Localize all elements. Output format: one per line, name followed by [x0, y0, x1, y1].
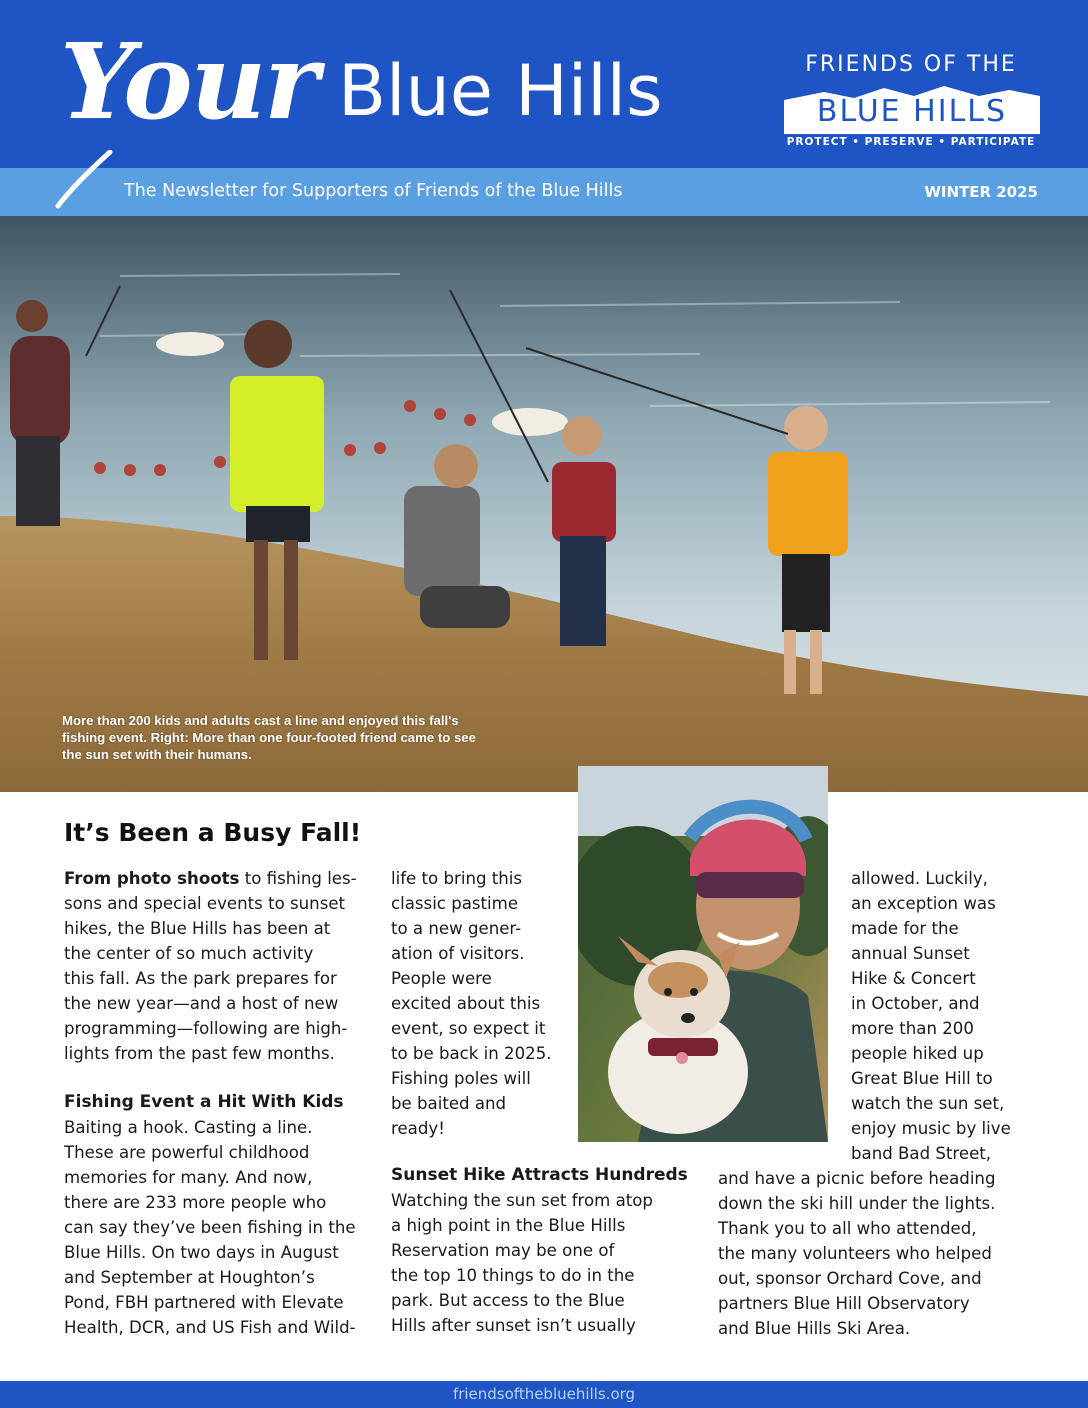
logo-top-text: FRIENDS OF THE: [805, 52, 1017, 77]
newsletter-subtitle: The Newsletter for Supporters of Friends of the Blue Hills: [124, 181, 623, 201]
fishing-paragraph-continued: life to bring this classic pastime to a new gener- ation of visitors. People were excited about this event, so expect it to be back in 2025. Fishing poles will be baited and ready!: [391, 869, 552, 1138]
fishing-scene-illustration: [0, 216, 1088, 792]
logo-main-text: BLUE HILLS: [816, 94, 1008, 129]
intro-lead: From photo shoots: [64, 869, 240, 888]
sunset-paragraph-end: and have a picnic before heading down the ski hill under the lights. Thank you to all who attended, the many volunteers who helped out, sponsor Orchard Cove, and partners Blue Hill Observatory and Blue Hills Ski Area.: [718, 1169, 996, 1338]
article-column-1: [64, 866, 374, 1340]
masthead: [0, 0, 1088, 168]
newsletter-title-script: Your: [60, 20, 317, 143]
subtitle-bar: [0, 168, 1088, 216]
article-column-2-lower: [391, 1163, 711, 1338]
sunset-paragraph: Watching the sun set from atop a high point in the Blue Hills Reservation may be one of the top 10 things to do in the park. But access to the Blue Hills after sunset isn’t usually: [391, 1191, 653, 1335]
intro-paragraph: [64, 866, 374, 1066]
logo-tagline: PROTECT • PRESERVE • PARTICIPATE: [786, 136, 1036, 148]
woman-with-dog-illustration: [578, 766, 828, 1142]
article-column-2: [391, 866, 571, 1141]
article-headline: It’s Been a Busy Fall!: [64, 818, 362, 847]
sunset-paragraph-continued: allowed. Luckily, an exception was made for the annual Sunset Hike & Concert in October, and more than 200 people hiked up Great Blue Hill to watch the sun set, enjoy music by live band Bad Street,: [851, 869, 1011, 1163]
photo-caption: More than 200 kids and adults cast a line and enjoyed this fall's fishing event. Right: More than one four-footed friend came to see the sun set with their humans.: [62, 713, 476, 762]
fishing-event-photo: [0, 216, 1088, 792]
intro-text: to fishing les- sons and special events to sunset hikes, the Blue Hills has been at the center of so much activity this fall. As the park prepares for the new year—and a host of new programming—following are high- lights from the past few months.: [64, 869, 357, 1063]
title-swash-decoration: [50, 150, 130, 210]
fishing-subheading: Fishing Event a Hit With Kids: [64, 1092, 344, 1112]
fishing-paragraph: Baiting a hook. Casting a line. These are powerful childhood memories for many. And now, there are 233 more people who can say they’ve been fishing in the Blue Hills. On two days in August and September at Houghton’s Pond, FBH partnered with Elevate Health, DCR, and US Fish and Wild-: [64, 1118, 356, 1337]
friends-of-blue-hills-logo: [780, 52, 1042, 156]
newsletter-title: Blue Hills: [338, 50, 663, 132]
issue-label: WINTER 2025: [924, 183, 1038, 201]
article-column-3-lower: [718, 1166, 1028, 1341]
sunset-subheading: Sunset Hike Attracts Hundreds: [391, 1165, 688, 1185]
website-link[interactable]: friendsofthebluehills.org: [452, 1385, 636, 1403]
article-column-3: [851, 866, 1051, 1166]
sunset-hike-photo: [578, 766, 828, 1142]
